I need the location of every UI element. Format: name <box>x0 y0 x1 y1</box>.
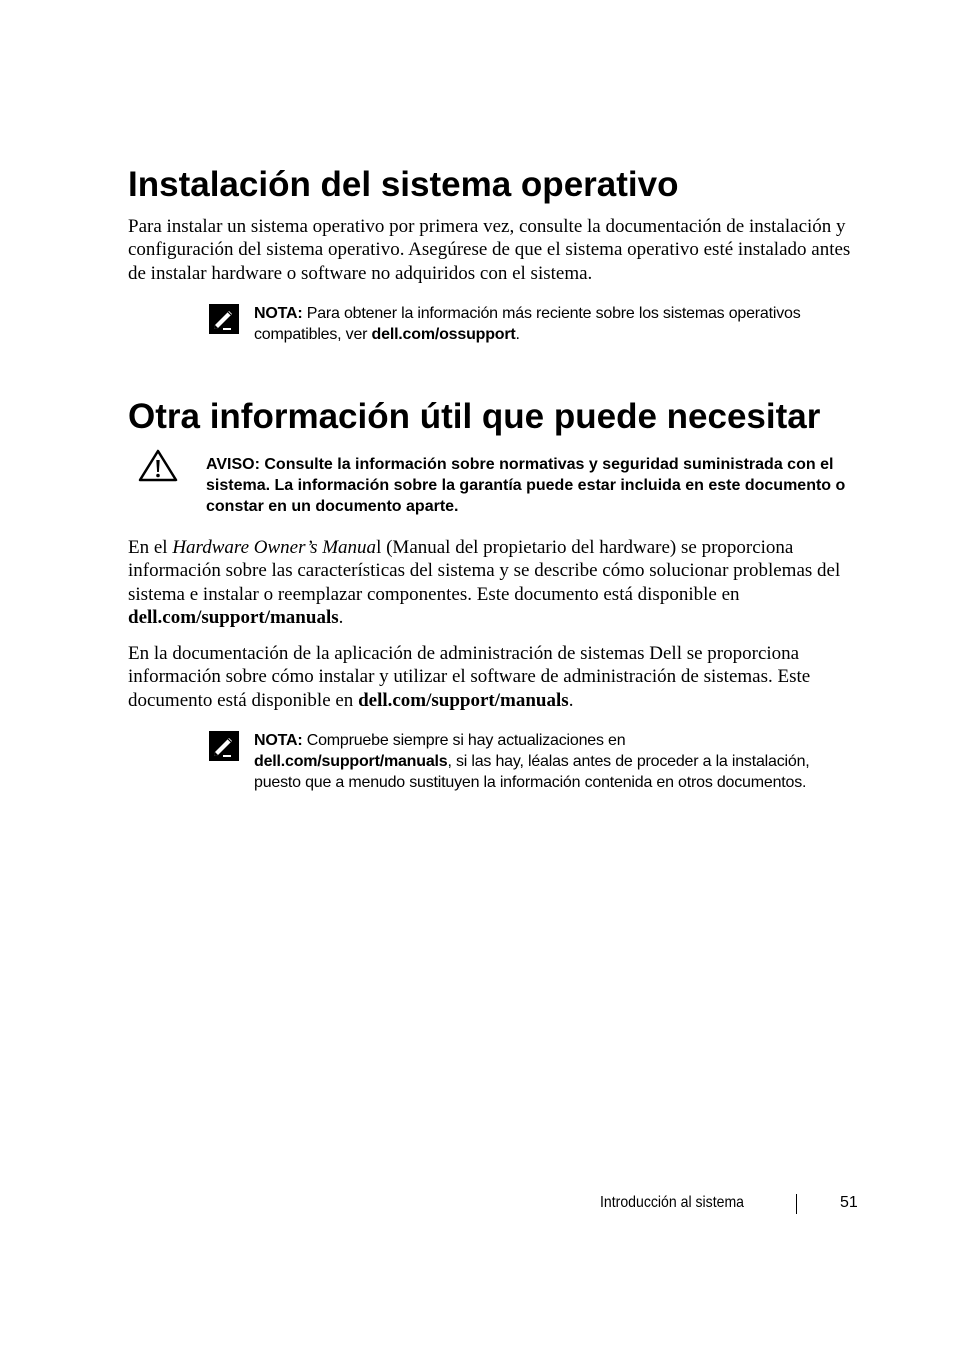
note-updates <box>254 730 814 793</box>
p1-end: . <box>338 606 344 628</box>
section-title-install-os: Instalación del sistema operativo <box>128 165 679 204</box>
section-title-other-info: Otra información útil que puede necesitar <box>128 397 821 436</box>
note-text: Para obtener la información más reciente sobre los sistemas operativos compatibles, ver <box>254 305 801 343</box>
support-manuals-link[interactable]: dell.com/support/manuals <box>128 606 339 628</box>
page-number: 51 <box>840 1194 858 1211</box>
footer-separator <box>796 1194 797 1214</box>
ossupport-link[interactable]: dell.com/ossupport <box>371 326 516 343</box>
warning-triangle-icon <box>138 449 178 483</box>
note-end: . <box>515 326 520 343</box>
note-os-support <box>254 303 814 345</box>
p1-start: En el <box>128 537 173 558</box>
note-label: NOTA: <box>254 732 303 749</box>
support-manuals-link-2[interactable]: dell.com/support/manuals <box>358 689 569 711</box>
p2-start: En la documentación de la aplicación de administración de sistemas Dell se proporciona información sobre cómo instalar y utilizar el software de administración de sistemas. Este documento está disponible en <box>128 643 811 711</box>
p1-mid: l (Manual del propietario del hardware) se proporciona información sobre las características del sistema y se describe cómo solucionar problemas del sistema e instalar o reemplazar componentes. Este documento está disponible en <box>128 537 841 605</box>
owners-manual-paragraph <box>128 536 868 629</box>
note-text: Compruebe siempre si hay actualizaciones en <box>302 732 626 749</box>
warning-notice: AVISO: Consulte la información sobre normativas y seguridad suministrada con el sistema. La información sobre la garantía puede estar incluida en este documento o constar en un documento aparte. <box>206 456 846 515</box>
owners-manual-title: Hardware Owner’s Manua <box>172 537 377 558</box>
support-manuals-link-3[interactable]: dell.com/support/manuals <box>254 753 448 770</box>
note-label: NOTA: <box>254 305 303 322</box>
note-pencil-icon <box>209 731 239 761</box>
note-pencil-icon <box>209 304 239 334</box>
note-end: , si las hay, léalas antes de proceder a la instalación, puesto que a menudo sustituyen la información contenida en otros documentos. <box>254 753 810 791</box>
systems-management-paragraph <box>128 642 868 712</box>
p2-end: . <box>568 689 574 711</box>
footer-section-name: Introducción al sistema <box>600 1194 745 1211</box>
install-os-paragraph: Para instalar un sistema operativo por primera vez, consulte la documentación de instalación y configuración del sistema operativo. Asegúrese de que el sistema operativo esté instalado antes de instalar hardware o software no adquiridos con el sistema. <box>128 216 851 284</box>
